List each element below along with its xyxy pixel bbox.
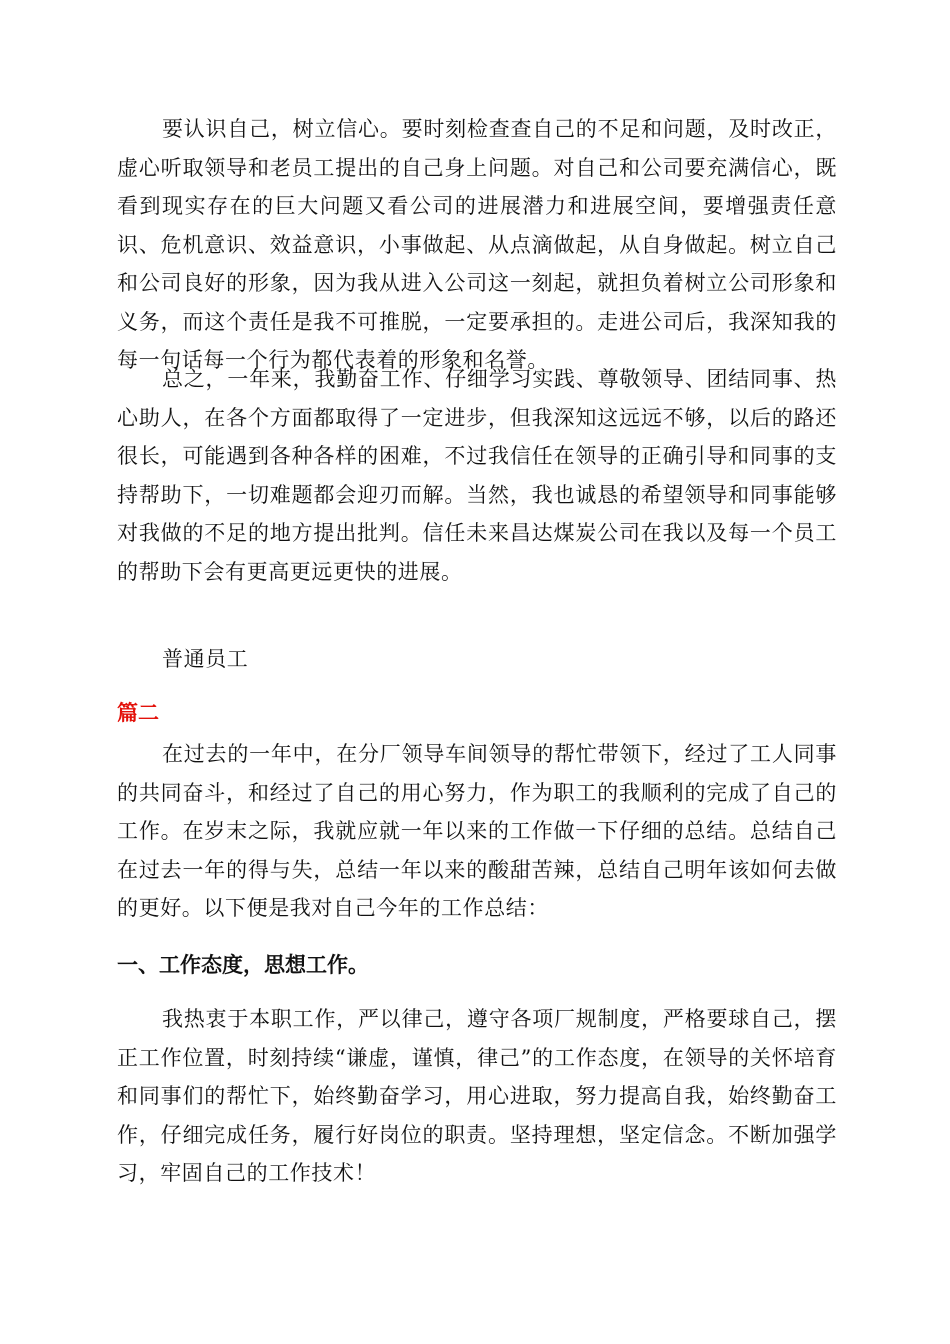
- heading-work-attitude: 一、工作态度，思想工作。: [117, 953, 369, 977]
- body-paragraph-self-confidence: 要认识自己，树立信心。要时刻检查查自己的不足和问题，及时改正，虚心听取领导和老员工提出的自己身上问题。对自己和公司要充满信心，既看到现实存在的巨大问题又看公司的进展潜力和进展空间，要增强责任意识、危机意识、效益意识，小事做起、从点滴做起，从自身做起。树立自己和公司良好的形象，因为我从进入公司这一刻起，就担负着树立公司形象和义务，而这个责任是我不可推脱，一定要承担的。走进公司后，我深知我的每一句话每一个行为都代表着的形象和名誉。: [117, 117, 837, 372]
- body-paragraph-summary: 总之，一年来，我勤奋工作、仔细学习实践、尊敬领导、团结同事、热心助人，在各个方面都取得了一定进步，但我深知这远远不够，以后的路还很长，可能遇到各种各样的困难，不过我信任在领导的正确引导和同事的支持帮助下，一切难题都会迎刃而解。当然，我也诚恳的希望领导和同事能够对我做的不足的地方提出批判。信任未来昌达煤炭公司在我以及每一个员工的帮助下会有更高更远更快的进展。: [117, 367, 837, 584]
- body-paragraph-work-attitude: 我热衷于本职工作，严以律己，遵守各项厂规制度，严格要球自己，摆正工作位置，时刻持续“谦虚，谨慎，律己”的工作态度，在领导的关怀培育和同事们的帮忙下，始终勤奋学习，用心进取，努力提高自我，始终勤奋工作，仔细完成任务，履行好岗位的职责。坚持理想，坚定信念。不断加强学习，牢固自己的工作技术！: [117, 1007, 837, 1185]
- body-paragraph-intro: 在过去的一年中，在分厂领导车间领导的帮忙带领下，经过了工人同事的共同奋斗，和经过了自己的用心努力，作为职工的我顺利的完成了自己的工作。在岁末之际，我就应就一年以来的工作做一下仔细的总结。总结自己在过去一年的得与失，总结一年以来的酸甜苦辣，总结自己明年该如何去做的更好。以下便是我对自己今年的工作总结：: [117, 742, 837, 920]
- signature-line: 普通员工: [162, 647, 249, 671]
- section-title-part-two: 篇二: [117, 701, 159, 725]
